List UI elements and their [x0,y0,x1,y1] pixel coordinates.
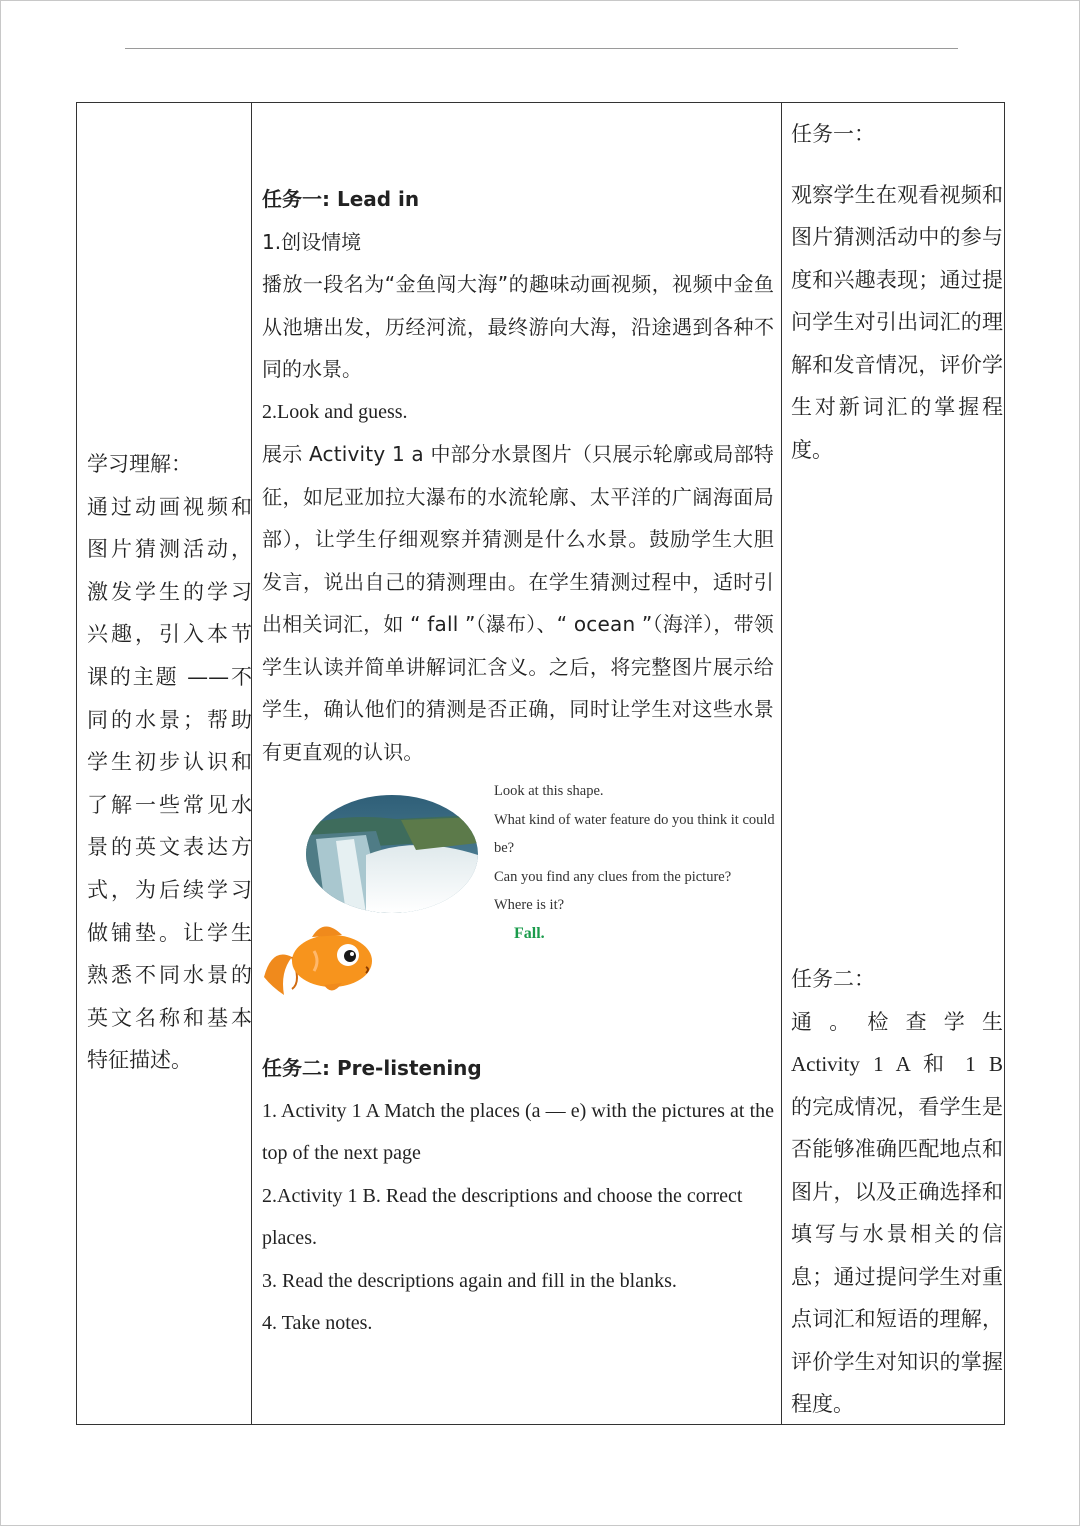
waterfall-image [306,795,478,913]
task1-item2-body: 展示 Activity 1 a 中部分水景图片（只展示轮廓或局部特征，如尼亚加拉大瀑布的水流轮廓、太平洋的广阔海面局部），让学生仔细观察并猜测是什么水景。鼓励学生大胆发言，说出自己的猜测理由。在学生猜测过程中，适时引出相关词汇，如 “ fall ”（瀑布）、“ ocean ”（海洋），带领学生认读并简单讲解词汇含义。之后，将完整图片展示给学生，确认他们的猜测是否正确，同时让学生对这些水景有更直观的认识。 [262,442,774,764]
evaluation-task2-cell [791,958,1003,1426]
task2-item1: 1. Activity 1 A Match the places (a — e) with the pictures at the top of the next page [262,1099,774,1164]
task2-item4: 4. Take notes. [262,1312,373,1334]
guess-question: Look at this shape. [494,783,604,799]
evaluation-task1-heading: 任务一： [791,122,875,146]
task1-item2-title: 2.Look and guess. [262,400,408,423]
task1-item1-body: 播放一段名为“金鱼闯大海”的趣味动画视频，视频中金鱼从池塘出发，历经河流，最终游向大海，沿途遇到各种不同的水景。 [262,272,774,381]
guess-picture-block [262,777,774,1047]
activity-cell [262,178,774,1345]
evaluation-task1-body: 观察学生在观看视频和图片猜测活动中的参与度和兴趣表现；通过提问学生对引出词汇的理解和发音情况，评价学生对新词汇的掌握程度。 [791,182,1003,462]
evaluation-task2-heading: 任务二： [791,967,875,991]
goldfish-image [262,917,374,997]
task2-item3: 3. Read the descriptions again and fill in the blanks. [262,1269,677,1292]
guess-answer: Fall. [514,924,545,942]
guess-question: What kind of water feature do you think it could be? [494,811,775,856]
lesson-table [76,102,1005,1425]
learning-goal-heading: 学习理解： [87,452,192,476]
column-divider-2 [781,103,782,1424]
evaluation-task2-body: 的完成情况，看学生是否能够准确匹配地点和图片，以及正确选择和填写与水景相关的信息；通过提问学生对重点词汇和短语的理解，评价学生对知识的掌握程度。 [791,1094,1003,1416]
task1-item1-title: 1.创设情境 [262,229,362,254]
evaluation-task2-line2: Activity 1 A 和 1 B [791,1052,1003,1076]
header-rule [125,48,958,49]
guess-question: Can you find any clues from the picture? [494,868,732,885]
learning-goal-body: 通过动画视频和图片猜测活动，激发学生的学习兴趣，引入本节课的主题 ——不同的水景；帮助学生初步认识和了解一些常见水景的英文表达方式，为后续学习做铺垫。让学生熟悉不同水景的英文名称和基本特征描述。 [87,494,252,1073]
evaluation-task2-line1: 通 。 检 查 学 生 [791,1009,1003,1034]
guess-questions [494,777,784,948]
task2-item2: 2.Activity 1 B. Read the descriptions and choose the correct places. [262,1184,743,1249]
learning-goal-cell [87,443,252,1082]
guess-question: Where is it? [494,897,565,913]
task1-title: 任务一: Lead in [262,187,420,211]
task2-title: 任务二: Pre-listening [262,1056,482,1080]
evaluation-task1-cell [791,113,1003,471]
